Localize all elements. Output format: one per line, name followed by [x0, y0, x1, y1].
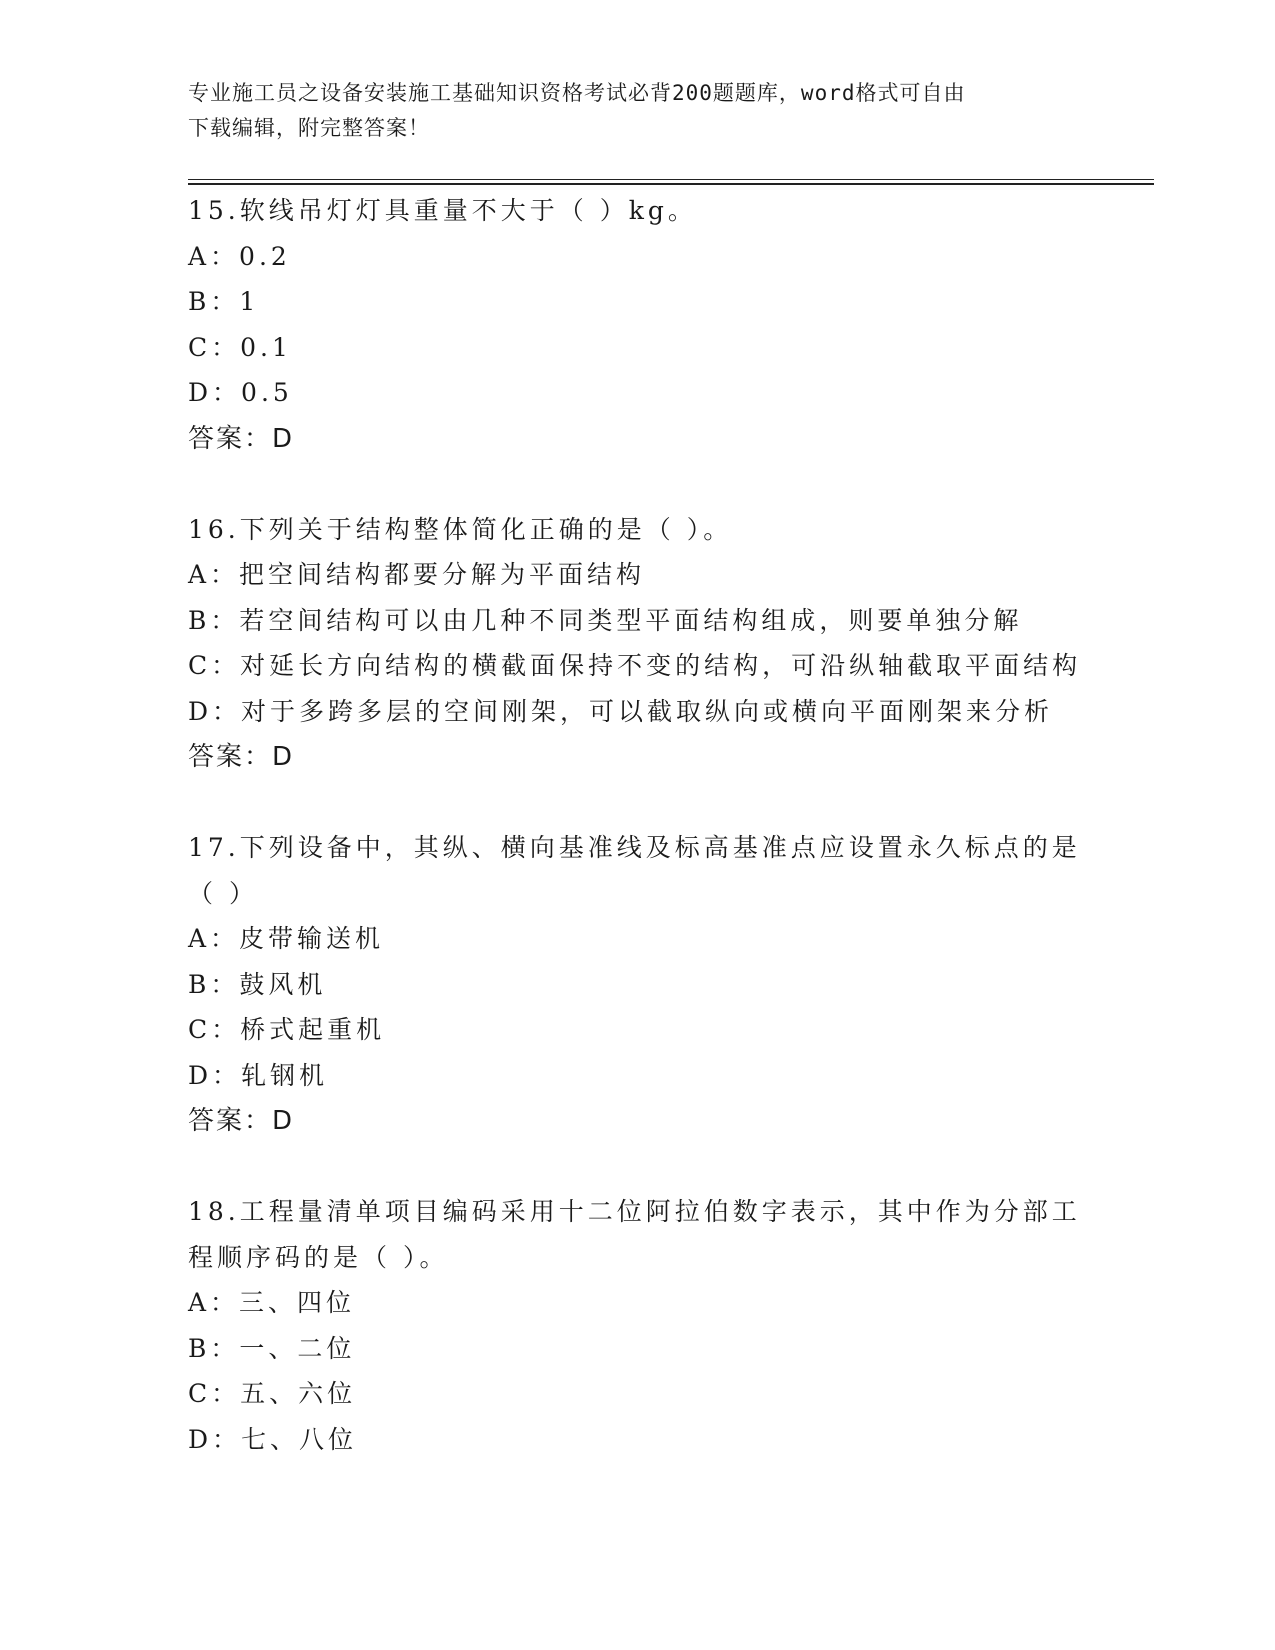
option-c: C：0.1 [188, 332, 292, 362]
answer-line: 答案：D [188, 742, 295, 772]
option-a: A：0.2 [188, 241, 291, 271]
question-title-continued: 程顺序码的是（ ）。 [188, 1242, 449, 1272]
question-title: 16.下列关于结构整体简化正确的是（ ）。 [188, 514, 733, 544]
option-b: B：鼓风机 [188, 969, 327, 999]
option-a: A：皮带输送机 [188, 924, 385, 953]
question-15 [188, 188, 1088, 462]
question-18 [188, 1189, 1088, 1462]
question-17 [188, 825, 1088, 1144]
header-line-2: 下载编辑，附完整答案！ [188, 116, 430, 140]
question-title-continued: （ ） [188, 878, 258, 908]
question-title: 15.软线吊灯灯具重量不大于（ ）kg。 [188, 196, 697, 225]
question-title: 18.工程量清单项目编码采用十二位阿拉伯数字表示，其中作为分部工 [188, 1197, 1081, 1226]
option-d: D：对于多跨多层的空间刚架，可以截取纵向或横向平面刚架来分析 [188, 696, 1054, 726]
option-c: C：对延长方向结构的横截面保持不变的结构，可沿纵轴截取平面结构 [188, 651, 1082, 680]
option-d: D：七、八位 [188, 1424, 358, 1454]
option-b: B：若空间结构可以由几种不同类型平面结构组成，则要单独分解 [188, 605, 1023, 635]
answer-line: 答案：D [188, 1106, 295, 1136]
option-a: A：把空间结构都要分解为平面结构 [188, 560, 646, 589]
option-a: A：三、四位 [188, 1288, 356, 1317]
option-d: D：轧钢机 [188, 1060, 329, 1090]
option-c: C：五、六位 [188, 1379, 357, 1408]
option-b: B：1 [188, 287, 260, 316]
option-c: C：桥式起重机 [188, 1015, 386, 1044]
header-divider-thin [188, 179, 1154, 180]
header-divider-thick [188, 183, 1154, 185]
answer-line: 答案：D [188, 423, 295, 454]
question-list [188, 188, 1088, 1462]
option-d: D：0.5 [188, 378, 293, 407]
option-b: B：一、二位 [188, 1333, 356, 1363]
question-16 [188, 507, 1088, 781]
document-header [188, 76, 1068, 146]
question-title: 17.下列设备中，其纵、横向基准线及标高基准点应设置永久标点的是 [188, 833, 1081, 862]
header-line-1: 专业施工员之设备安装施工基础知识资格考试必背200题题库，word格式可自由 [188, 81, 966, 105]
